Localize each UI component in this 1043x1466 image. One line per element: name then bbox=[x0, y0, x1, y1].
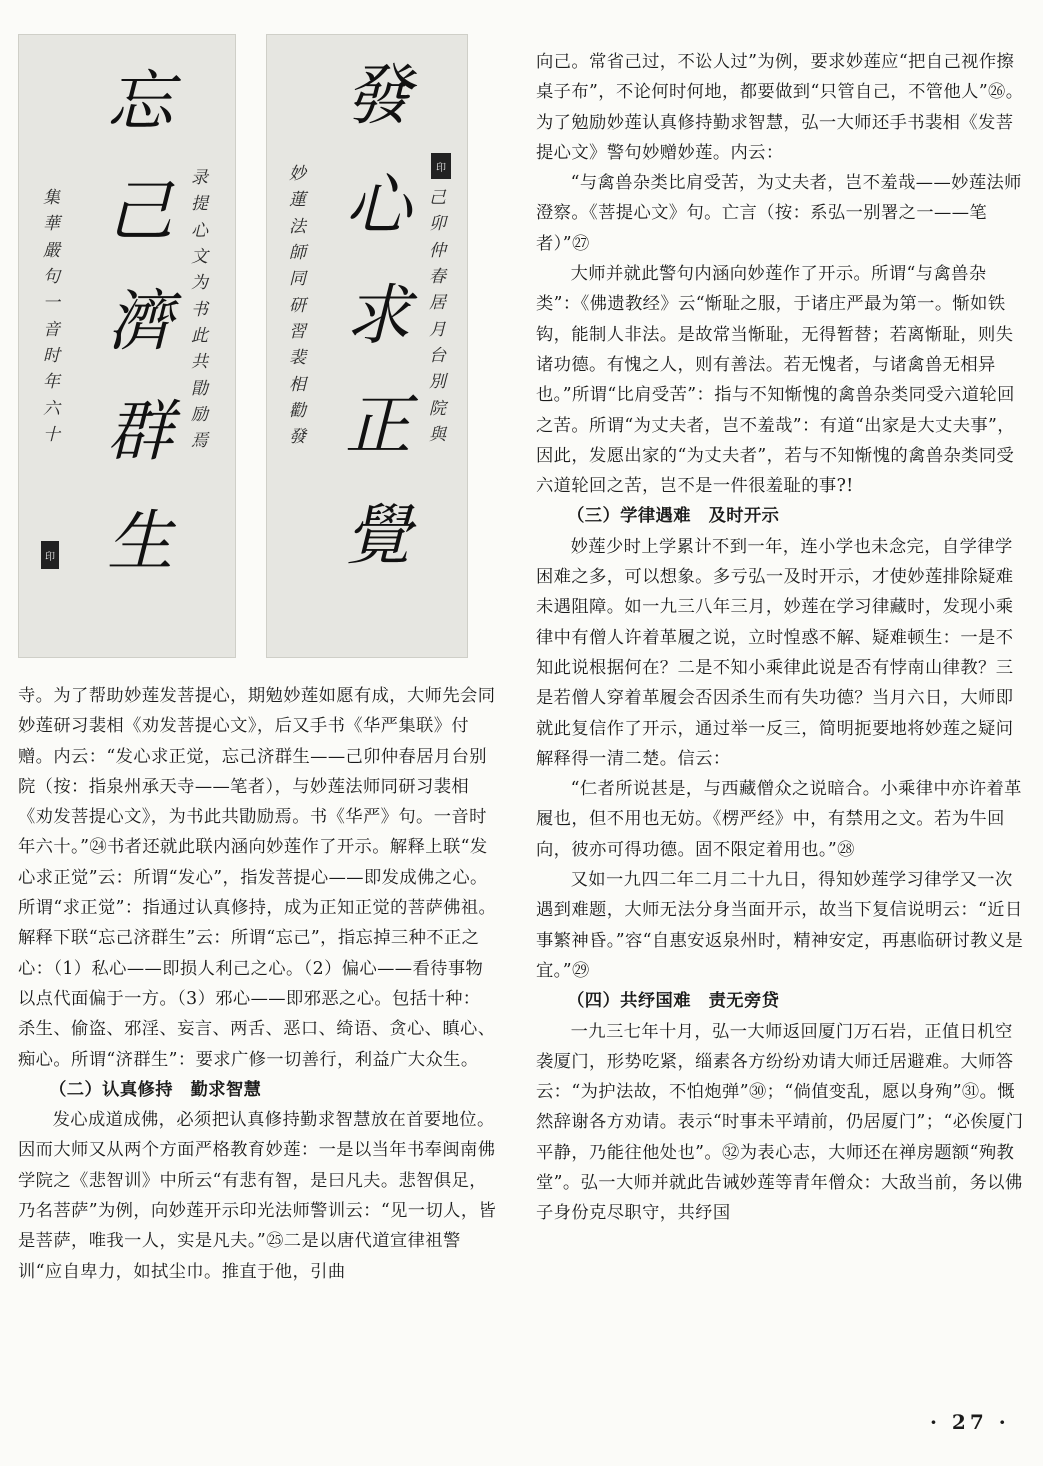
inscription-char: 別 bbox=[429, 372, 446, 393]
inscription-char: 书 bbox=[191, 299, 208, 320]
inscription-char: 此 bbox=[191, 326, 208, 347]
scroll-inscription bbox=[429, 185, 446, 448]
calligraphy-char: 發 bbox=[345, 57, 411, 134]
calligraphy-char: 忘 bbox=[107, 63, 173, 140]
inscription-char: 蓮 bbox=[289, 190, 306, 211]
inscription-char: 院 bbox=[429, 398, 446, 419]
inscription-char: 集 bbox=[43, 188, 60, 208]
calligraphy-char: 正 bbox=[345, 387, 411, 464]
inscription-char: 裴 bbox=[289, 348, 306, 369]
inscription-char: 勸 bbox=[289, 401, 306, 422]
section-heading: （三）学律遇难 及时开示 bbox=[567, 506, 780, 527]
paragraph: 妙莲少时上学累计不到一年，连小学也未念完，自学律学困难之多，可以想象。多亏弘一及时开示，才使妙莲排除疑难未遇阻障。如一九三八年三月，妙莲在学习律藏时，发现小乘律中有僧人许着革履之说，立时惶惑不解、疑难顿生：一是不知此说根据何在？二是不知小乘律此说是否有悖南山律教？三是若僧人穿着革履会否因杀生而有失功德？当月六日，大师即就此复信作了开示，通过举一反三，简明扼要地将妙莲之疑问解释得一清二楚。信云： bbox=[536, 536, 1014, 769]
inscription-char: 一 bbox=[43, 293, 60, 314]
calligraphy-char: 心 bbox=[345, 167, 411, 244]
paragraph: “与禽兽杂类比肩受苦，为丈夫者，岂不羞哉——妙莲法师澄察。《菩提心文》句。亡言（按：系弘一别署之一——笔者）”㉗ bbox=[536, 173, 1022, 254]
paragraph: 寺。为了帮助妙莲发菩提心，期勉妙莲如愿有成，大师先会同妙莲研习裴相《劝发菩提心文》，后又手书《华严集联》付赠。内云：“发心求正觉，忘己济群生——己卯仲春居月台别院（按：指泉州承天寺——笔者），与妙莲法师同研习裴相《劝发菩提心文》，为书此共勖励焉。书《华严》句。一音时年六十。”㉔书者还就此联内涵向妙莲作了开示。解释上联“发心求正觉”云：所谓“发心”，指发菩提心——即发成佛之心。所谓“求正觉”：指通过认真修持，成为正知正觉的菩萨佛祖。解释下联“忘己济群生”云：所谓“忘己”，指忘掉三种不正之心：（1）私心——即损人利己之心。（2）偏心——看待事物以点代面偏于一方。（3）邪心——即邪恶之心。包括十种：杀生、偷盗、邪淫、妄言、两舌、恶口、绮语、贪心、瞋心、痴心。所谓“济群生”：要求广修一切善行，利益广大众生。 bbox=[18, 686, 497, 1070]
scroll-main-text bbox=[107, 63, 173, 580]
inscription-char: 心 bbox=[191, 220, 208, 241]
inscription-char: 音 bbox=[43, 319, 60, 340]
scroll-main-text bbox=[345, 57, 411, 574]
inscription-char: 師 bbox=[289, 243, 306, 264]
calligraphy-char: 求 bbox=[345, 277, 411, 354]
scroll-dedication bbox=[289, 161, 306, 451]
inscription-char: 共 bbox=[191, 352, 208, 373]
paragraph: 发心成道成佛，必须把认真修持勤求智慧放在首要地位。因而大师又从两个方面严格教育妙莲：一是以当年书奉闽南佛学院之《悲智训》中所云“有悲有智，是曰凡夫。悲智俱足，乃名菩萨”为例，向妙莲开示印光法师警训云：“见一切人，皆是菩萨，唯我一人，实是凡夫。”㉕二是以唐代道宣律祖警训“应自卑力，如拭尘巾。推直于他，引曲 bbox=[18, 1110, 497, 1282]
seal-stamp: 印 bbox=[431, 153, 451, 179]
inscription-char: 春 bbox=[429, 267, 446, 288]
inscription-char: 台 bbox=[429, 346, 446, 367]
scroll-signature bbox=[43, 185, 60, 448]
calligraphy-char: 己 bbox=[107, 173, 173, 250]
paragraph: 向己。常省己过，不讼人过”为例，要求妙莲应“把自己视作擦桌子布”，不论何时何地，都要做到“只管自己，不管他人”㉖。为了勉励妙莲认真修持勤求智慧，弘一大师还手书裴相《发菩提心文》警句妙赠妙莲。内云： bbox=[536, 52, 1024, 163]
paragraph: 一九三七年十月，弘一大师返回厦门万石岩，正值日机空袭厦门，形势吃紧，缁素各方纷纷劝请大师迁居避难。大师答云：“为护法故，不怕炮弹”㉚；“倘值变乱，愿以身殉”㉛。慨然辞谢各方劝请。表示“时事未平靖前，仍居厦门”；“必俟厦门平静，乃能往他处也”。㉜为表心志，大师还在禅房题额“殉教堂”。弘一大师并就此告诫妙莲等青年僧众：大敌当前，务以佛子身份克尽职守，共纾国 bbox=[536, 1021, 1024, 1224]
inscription-char: 妙 bbox=[289, 164, 306, 184]
inscription-char: 己 bbox=[429, 188, 446, 208]
section-heading: （四）共纾国难 责无旁贷 bbox=[567, 991, 780, 1012]
calligraphy-char: 濟 bbox=[107, 283, 173, 360]
inscription-char: 同 bbox=[289, 269, 306, 290]
inscription-char: 录 bbox=[191, 168, 208, 188]
article-column-right bbox=[536, 47, 1026, 1229]
inscription-char: 卯 bbox=[429, 214, 446, 235]
calligraphy-char: 群 bbox=[107, 393, 173, 470]
inscription-char: 励 bbox=[191, 405, 208, 426]
inscription-char: 習 bbox=[289, 322, 306, 343]
inscription-char: 勖 bbox=[191, 378, 208, 399]
inscription-char: 仲 bbox=[429, 240, 446, 261]
paragraph: 又如一九四二年二月二十九日，得知妙莲学习律学又一次遇到难题，大师无法分身当面开示，故当下复信说明云：“近日事繁神昏。”容“自惠安返泉州时，精神安定，再惠临研讨教义是宜。”㉙ bbox=[536, 870, 1024, 981]
inscription-char: 时 bbox=[43, 346, 60, 367]
paragraph: 大师并就此警句内涵向妙莲作了开示。所谓“与禽兽杂类”：《佛遗教经》云“惭耻之服，于诸庄严最为第一。惭如铁钩，能制人非法。是故常当惭耻，无得暂替；若离惭耻，则失诸功德。有愧之人，则有善法。若无愧者，与诸禽兽无相异也。”所谓“比肩受苦”：指与不知惭愧的禽兽杂类同受六道轮回之苦。所谓“为丈夫者，岂不羞哉”：有道“出家是大丈夫事”，因此，发愿出家的“为丈夫者”，若与不知惭愧的禽兽杂类同受六道轮回之苦，岂不是一件很羞耻的事?! bbox=[536, 264, 1015, 497]
inscription-char: 焉 bbox=[191, 431, 208, 452]
inscription-char: 居 bbox=[429, 293, 446, 314]
scroll-inscription bbox=[191, 165, 208, 455]
page-number: · 27 · bbox=[930, 1410, 1010, 1434]
inscription-char: 为 bbox=[191, 273, 208, 294]
calligraphy-char: 覺 bbox=[345, 497, 411, 574]
inscription-char: 發 bbox=[289, 427, 306, 448]
inscription-char: 十 bbox=[43, 425, 60, 446]
inscription-char: 研 bbox=[289, 295, 306, 316]
section-heading: （二）认真修持 勤求智慧 bbox=[49, 1079, 262, 1100]
inscription-char: 嚴 bbox=[43, 240, 60, 261]
calligraphy-scroll-left bbox=[18, 34, 236, 658]
inscription-char: 年 bbox=[43, 372, 60, 393]
article-column-left bbox=[18, 681, 498, 1287]
calligraphy-scroll-right bbox=[266, 34, 468, 658]
inscription-char: 文 bbox=[191, 247, 208, 268]
inscription-char: 句 bbox=[43, 267, 60, 288]
paragraph: “仁者所说甚是，与西藏僧众之说暗合。小乘律中亦许着革履也，但不用也无妨。《楞严经》中，有禁用之文。若为牛回向，彼亦可得功德。固不限定着用也。”㉘ bbox=[536, 779, 1022, 860]
calligraphy-char: 生 bbox=[107, 503, 173, 580]
inscription-char: 六 bbox=[43, 398, 60, 419]
inscription-char: 華 bbox=[43, 214, 60, 235]
inscription-char: 與 bbox=[429, 425, 446, 446]
inscription-char: 法 bbox=[289, 216, 306, 237]
inscription-char: 相 bbox=[289, 374, 306, 395]
inscription-char: 提 bbox=[191, 194, 208, 215]
seal-stamp: 印 bbox=[41, 541, 59, 569]
inscription-char: 月 bbox=[429, 319, 446, 340]
